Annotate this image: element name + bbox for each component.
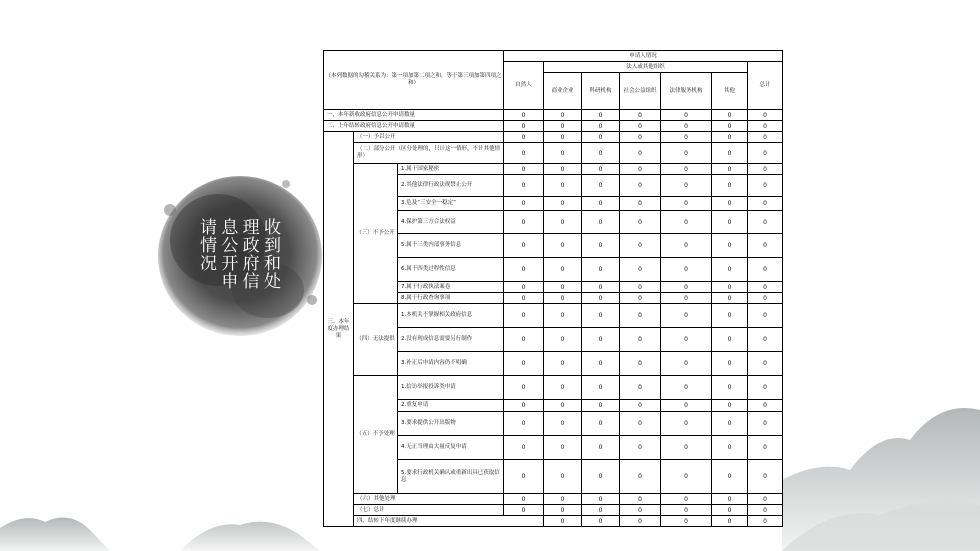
row-label: 3.补正后申请内容仍不明确: [398, 352, 504, 376]
col-research: 科研机构: [582, 73, 620, 110]
cell: 0: [712, 376, 748, 400]
cell: 0: [712, 234, 748, 258]
cell: 0: [582, 110, 620, 121]
row-label: 2.重复申请: [398, 400, 504, 412]
table-note: （本列数据的勾稽关系为：第一项加第二项之和，等于第三项加第四项之和）: [324, 51, 504, 110]
cell: 0: [544, 110, 582, 121]
cell: 0: [544, 460, 582, 494]
cell: 0: [582, 304, 620, 328]
cell: 0: [748, 328, 783, 352]
cell: 0: [620, 352, 661, 376]
cell: 0: [712, 494, 748, 505]
cell: 0: [712, 164, 748, 175]
cell: 0: [620, 328, 661, 352]
cell: 0: [748, 132, 783, 143]
cell: 0: [582, 412, 620, 436]
cell: 0: [712, 436, 748, 460]
cell: 0: [661, 282, 712, 293]
cell: 0: [661, 258, 712, 282]
row-label: 8.属于行政查询事项: [398, 293, 504, 304]
cell: 0: [661, 412, 712, 436]
section-3-label: 三、本年度办理结果: [324, 132, 354, 527]
col-social: 社会公益组织: [620, 73, 661, 110]
cell: 0: [504, 132, 544, 143]
cell: 0: [748, 352, 783, 376]
title-column-4: 请情况: [196, 218, 216, 272]
cell: 0: [620, 494, 661, 505]
statistics-sheet: [323, 50, 782, 538]
row-label: 1.本机关不掌握相关政府信息: [398, 304, 504, 328]
row-label: （一）予以公开: [354, 132, 504, 143]
cell: 0: [544, 400, 582, 412]
cell: 0: [504, 211, 544, 234]
cell: 0: [620, 175, 661, 197]
cell: 0: [544, 234, 582, 258]
row-label: 二、上年结转政府信息公开申请数量: [324, 121, 504, 132]
cell: 0: [544, 211, 582, 234]
cell: 0: [544, 505, 582, 516]
row-label: 1.属于国家秘密: [398, 164, 504, 175]
cell: 0: [582, 494, 620, 505]
cell: 0: [620, 197, 661, 211]
cell: 0: [582, 376, 620, 400]
title-column-2: 理政府信: [238, 218, 259, 290]
cell: 0: [748, 460, 783, 494]
cell: 0: [712, 505, 748, 516]
cell: 0: [544, 132, 582, 143]
cell: 0: [504, 293, 544, 304]
cell: 0: [544, 121, 582, 132]
col-natural-person: 自然人: [504, 62, 544, 110]
cell: 0: [582, 211, 620, 234]
cell: 0: [504, 328, 544, 352]
cell: 0: [504, 175, 544, 197]
cell: 0: [504, 412, 544, 436]
cell: 0: [544, 143, 582, 164]
cell: 0: [504, 400, 544, 412]
col-business: 商业企业: [544, 73, 582, 110]
row-label: 3.要求提供公开出版物: [398, 412, 504, 436]
cell: 0: [661, 143, 712, 164]
cell: 0: [582, 282, 620, 293]
cell: 0: [620, 505, 661, 516]
cell: 0: [712, 352, 748, 376]
row-label: 2.其他法律行政法规禁止公开: [398, 175, 504, 197]
cell: 0: [748, 234, 783, 258]
cell: 0: [620, 164, 661, 175]
cell: 0: [661, 293, 712, 304]
row-label: 4.保护第三方合法权益: [398, 211, 504, 234]
cell: 0: [544, 494, 582, 505]
col-legal-service: 法律服务机构: [661, 73, 712, 110]
cell: 0: [661, 197, 712, 211]
cell: 0: [712, 211, 748, 234]
cell: 0: [504, 460, 544, 494]
cell: 0: [544, 376, 582, 400]
cell: 0: [620, 211, 661, 234]
row-label: （七）总计: [354, 505, 504, 516]
cell: 0: [544, 197, 582, 211]
cell: 0: [661, 304, 712, 328]
cell: 0: [661, 400, 712, 412]
disclosure-statistics-table: [323, 50, 783, 527]
cell: 0: [620, 132, 661, 143]
cell: 0: [712, 328, 748, 352]
cell: 0: [504, 304, 544, 328]
cell: 0: [544, 412, 582, 436]
cell: 0: [712, 197, 748, 211]
cell: 0: [620, 121, 661, 132]
cell: 0: [504, 376, 544, 400]
cell: 0: [504, 494, 544, 505]
cell: 0: [712, 304, 748, 328]
cell: 0: [748, 494, 783, 505]
row-label: 一、本年新收政府信息公开申请数量: [324, 110, 504, 121]
col-total: 总计: [748, 62, 783, 110]
cell: 0: [582, 234, 620, 258]
cell: 0: [661, 132, 712, 143]
cell: 0: [504, 121, 544, 132]
cell: 0: [620, 460, 661, 494]
cell: 0: [661, 211, 712, 234]
row-label: 四、结转下年度继续办理: [354, 516, 544, 527]
cell: 0: [748, 282, 783, 293]
cell: 0: [748, 293, 783, 304]
col-other: 其他: [712, 73, 748, 110]
legal-entity-header: 法人或其他组织: [544, 62, 748, 73]
cell: 0: [748, 258, 783, 282]
cell: 0: [712, 121, 748, 132]
row-label: 2.没有现成信息需要另行制作: [398, 328, 504, 352]
cell: 0: [712, 110, 748, 121]
cell: 0: [712, 282, 748, 293]
cell: 0: [620, 436, 661, 460]
cell: 0: [582, 293, 620, 304]
cell: 0: [582, 352, 620, 376]
cell: 0: [748, 110, 783, 121]
cell: 0: [748, 121, 783, 132]
cell: 0: [582, 400, 620, 412]
cell: 0: [712, 400, 748, 412]
row-label: 4.无正当理由大量反复申请: [398, 436, 504, 460]
cell: 0: [661, 164, 712, 175]
cell: 0: [504, 505, 544, 516]
cell: 0: [620, 143, 661, 164]
cell: 0: [620, 376, 661, 400]
group-4-label: （四）无法提供: [354, 304, 398, 376]
cell: 0: [620, 304, 661, 328]
cell: 0: [620, 234, 661, 258]
cell: 0: [544, 175, 582, 197]
cell: 0: [582, 121, 620, 132]
cell: 0: [504, 352, 544, 376]
cell: 0: [544, 516, 582, 527]
cell: 0: [712, 293, 748, 304]
row-label: （二）部分公开（区分处理的，只计这一情形，不计其他情形）: [354, 143, 504, 164]
cell: 0: [582, 197, 620, 211]
cell: 0: [748, 164, 783, 175]
cell: 0: [544, 164, 582, 175]
cell: 0: [582, 143, 620, 164]
cell: 0: [504, 258, 544, 282]
row-label: 5.属于三类内部事务信息: [398, 234, 504, 258]
cell: 0: [748, 400, 783, 412]
cell: 0: [661, 110, 712, 121]
cell: 0: [661, 175, 712, 197]
cell: 0: [661, 505, 712, 516]
row-label: 1.信访举报投诉类申请: [398, 376, 504, 400]
cell: 0: [748, 376, 783, 400]
cell: 0: [582, 258, 620, 282]
title-column-1: 收到和处: [259, 218, 280, 290]
cell: 0: [504, 436, 544, 460]
cell: 0: [661, 376, 712, 400]
cell: 0: [712, 412, 748, 436]
cell: 0: [582, 436, 620, 460]
title-column-3: 息公开申: [217, 218, 238, 290]
cell: 0: [748, 436, 783, 460]
cell: 0: [748, 143, 783, 164]
cell: 0: [504, 234, 544, 258]
cell: 0: [712, 175, 748, 197]
cell: 0: [748, 304, 783, 328]
cell: 0: [582, 516, 620, 527]
cell: 0: [661, 436, 712, 460]
cell: 0: [582, 460, 620, 494]
cell: 0: [748, 175, 783, 197]
cell: 0: [620, 282, 661, 293]
cell: 0: [582, 328, 620, 352]
cell: 0: [712, 258, 748, 282]
cell: 0: [748, 211, 783, 234]
cell: 0: [544, 282, 582, 293]
cell: 0: [661, 460, 712, 494]
cell: 0: [582, 132, 620, 143]
cell: 0: [712, 516, 748, 527]
cell: 0: [661, 121, 712, 132]
cell: 0: [544, 304, 582, 328]
cell: 0: [748, 197, 783, 211]
cell: 0: [544, 293, 582, 304]
cell: 0: [712, 132, 748, 143]
row-label: 3.危及“三安全一稳定”: [398, 197, 504, 211]
cell: 0: [661, 328, 712, 352]
cell: 0: [504, 143, 544, 164]
row-label: （六）其他处理: [354, 494, 504, 505]
cell: 0: [748, 516, 783, 527]
cell: 0: [620, 400, 661, 412]
cell: 0: [544, 436, 582, 460]
cell: 0: [661, 516, 712, 527]
cell: 0: [748, 505, 783, 516]
group-3-label: （三）不予公开: [354, 164, 398, 304]
cell: 0: [504, 110, 544, 121]
cell: 0: [544, 328, 582, 352]
cell: 0: [661, 494, 712, 505]
cell: 0: [620, 258, 661, 282]
cell: 0: [582, 175, 620, 197]
cell: 0: [544, 258, 582, 282]
cell: 0: [544, 352, 582, 376]
cell: 0: [504, 282, 544, 293]
row-label: 5.要求行政机关确认或重新出具已获取信息: [398, 460, 504, 494]
cell: 0: [712, 460, 748, 494]
applicant-header: 申请人情况: [504, 51, 783, 62]
group-5-label: （五）不予处理: [354, 376, 398, 494]
cell: 0: [661, 352, 712, 376]
cell: 0: [620, 293, 661, 304]
cell: 0: [582, 164, 620, 175]
cell: 0: [504, 164, 544, 175]
cell: 0: [504, 197, 544, 211]
cell: 0: [661, 234, 712, 258]
cell: 0: [712, 143, 748, 164]
cell: 0: [620, 412, 661, 436]
row-label: 7.属于行政执法案卷: [398, 282, 504, 293]
cell: 0: [582, 505, 620, 516]
cell: 0: [620, 110, 661, 121]
cell: 0: [748, 412, 783, 436]
row-label: 6.属于四类过程性信息: [398, 258, 504, 282]
cell: 0: [620, 516, 661, 527]
section-title: [196, 218, 280, 298]
